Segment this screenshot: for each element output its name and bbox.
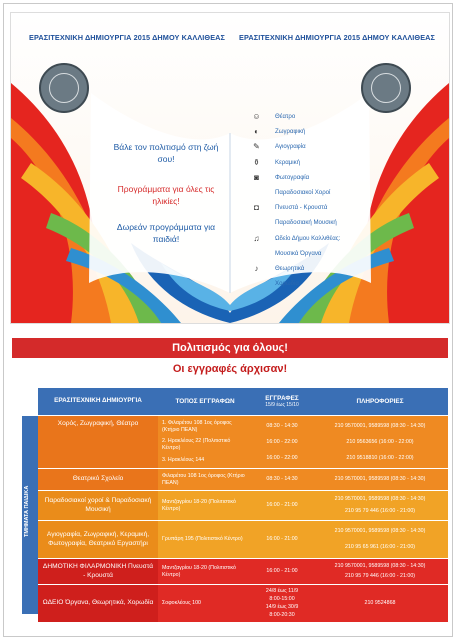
activity-item: Χορωδία xyxy=(275,280,299,288)
table-row: ΩΔΕΙΟ Όργανα, Θεωρητικά, Χορωδία Σοφοκλέους 100 24/8 έως 11/9 8:00-15:00 14/9 έως 30/9 8:00-20:30 210 9524868 xyxy=(38,585,448,623)
schedule-table xyxy=(38,388,448,623)
header-program: ΕΡΑΣΙΤΕΧΝΙΚΗ ΔΗΜΙΟΥΡΓΙΑ xyxy=(38,388,158,415)
activity-item: ◘ Πνευστά - Κρουστά xyxy=(249,200,344,215)
side-label-bar xyxy=(22,416,38,614)
table-row: Χορός, Ζωγραφική, Θέατρο 1. Φιλαρέτου 108 1ος όροφος (Κτήριο ΠΕΑΝ) 2. Ηρακλέους 22 (Πολιτιστικό Κέντρο) 3. Ηρακλέους 144 08:30 - 14:30 16:00 - 22:00 16:00 - 22:00 210 9570001, 9589598 (08:30 - 14:30) 210 9563656 (16:00 - 22:00) 210 9518810 (16:00 - 22:00) xyxy=(38,416,448,469)
header-place: ΤΟΠΟΣ ΕΓΓΡΑΦΩΝ xyxy=(158,388,252,415)
activity-item: ◐ Ζωγραφική xyxy=(249,124,344,139)
municipality-seal-left xyxy=(39,63,89,113)
activity-item: ◙ Φωτογραφία xyxy=(249,170,344,185)
activities-list xyxy=(249,109,344,291)
activity-item: ✎ Αγιογραφία xyxy=(249,139,344,154)
camera-icon: ◙ xyxy=(254,172,259,182)
table-row: Αγιογραφία, Ζωγραφική, Κεραμική, Φωτογραφία, Θεατρικό Εργαστήρι Γρυπάρη 195 (Πολιτιστικό Κέντρο) 16:00 - 21:00 210 9570001, 9589598 (08:30 - 14:30) 210 95 65 961 (16:00 - 21:00) xyxy=(38,521,448,559)
table-row: Παραδοσιακοί χοροί & Παραδοσιακή Μουσική Μαντζαγρίου 18-20 (Πολιτιστικό Κέντρο) 16:00 - 21:00 210 9570001, 9589598 (08:30 - 14:30) 210 95 79 446 (16:00 - 21:00) xyxy=(38,491,448,521)
header-registrations: ΕΓΓΡΑΦΕΣ 15/9 έως 15/10 xyxy=(252,388,312,415)
banner-title: Πολιτισμός για όλους! xyxy=(12,338,448,358)
page-frame xyxy=(3,3,453,637)
header-info: ΠΛΗΡΟΦΟΡΙΕΣ xyxy=(312,388,448,415)
activity-item: Παραδοσιακή Μουσική xyxy=(275,219,337,227)
tagline-all-ages: Προγράμματα για όλες τις ηλικίες! xyxy=(117,184,215,206)
activity-item: ☺ Θέατρο xyxy=(252,112,296,121)
header-left: ΕΡΑΣΙΤΕΧΝΙΚΗ ΔΗΜΙΟΥΡΓΙΑ 2015 ΔΗΜΟΥ ΚΑΛΛΙΘΕΑΣ xyxy=(29,33,226,42)
activity-item: Μουσικά Όργανα xyxy=(275,249,322,257)
table-header-row xyxy=(38,388,448,416)
header-right: ΕΡΑΣΙΤΕΧΝΙΚΗ ΔΗΜΙΟΥΡΓΙΑ 2015 ΔΗΜΟΥ ΚΑΛΛΙΘΕΑΣ xyxy=(239,33,436,42)
table-row: Θεατρικό Σχολείο Φιλαρέτου 108 1ος όροφος (Κτήριο ΠΕΑΝ) 08:30 - 14:30 210 9570001, 9589598 (08:30 - 14:30) xyxy=(38,469,448,491)
banner-subtitle: Οι εγγραφές άρχισαν! xyxy=(172,363,288,375)
palette-icon: ◐ xyxy=(254,127,259,137)
rainbow-curves-artwork xyxy=(11,13,449,323)
tagline-culture: Βάλε τον πολιτισμό στη ζωή σου! xyxy=(113,142,219,164)
activity-item: ♪ Θεωρητικά xyxy=(249,261,344,276)
brochure-cover xyxy=(10,12,450,324)
registration-schedule xyxy=(12,326,448,630)
lyre-icon: ♪ xyxy=(254,263,259,273)
theater-masks-icon: ☺ xyxy=(252,112,261,121)
activity-item: Παραδοσιακοί Χοροί xyxy=(275,188,331,196)
municipality-seal-right xyxy=(361,63,411,113)
music-icon: ♫ xyxy=(253,233,260,243)
drum-icon: ◘ xyxy=(254,203,259,213)
activity-item: ⚱ Κεραμική xyxy=(249,155,344,170)
brush-icon: ✎ xyxy=(253,142,260,152)
side-label: ΤΜΗΜΑΤΑ ΠΑΙΔΙΚΑ xyxy=(24,485,30,537)
activity-item: ♫ Ωδείο Δήμου Καλλιθέας: xyxy=(249,231,344,246)
tagline-free-kids: Δωρεάν προγράμματα για παιδιά! xyxy=(116,222,216,244)
table-row: ΔΗΜΟΤΙΚΗ ΦΙΛΑΡΜΟΝΙΚΗ Πνευστά - Κρουστά Μαντζαγρίου 18-20 (Πολιτιστικό Κέντρο) 16:00 - 21:00 210 9570001, 9589598 (08:30 - 14:30) 210 95 79 446 (16:00 - 21:00) xyxy=(38,559,448,585)
pottery-icon: ⚱ xyxy=(253,157,260,167)
